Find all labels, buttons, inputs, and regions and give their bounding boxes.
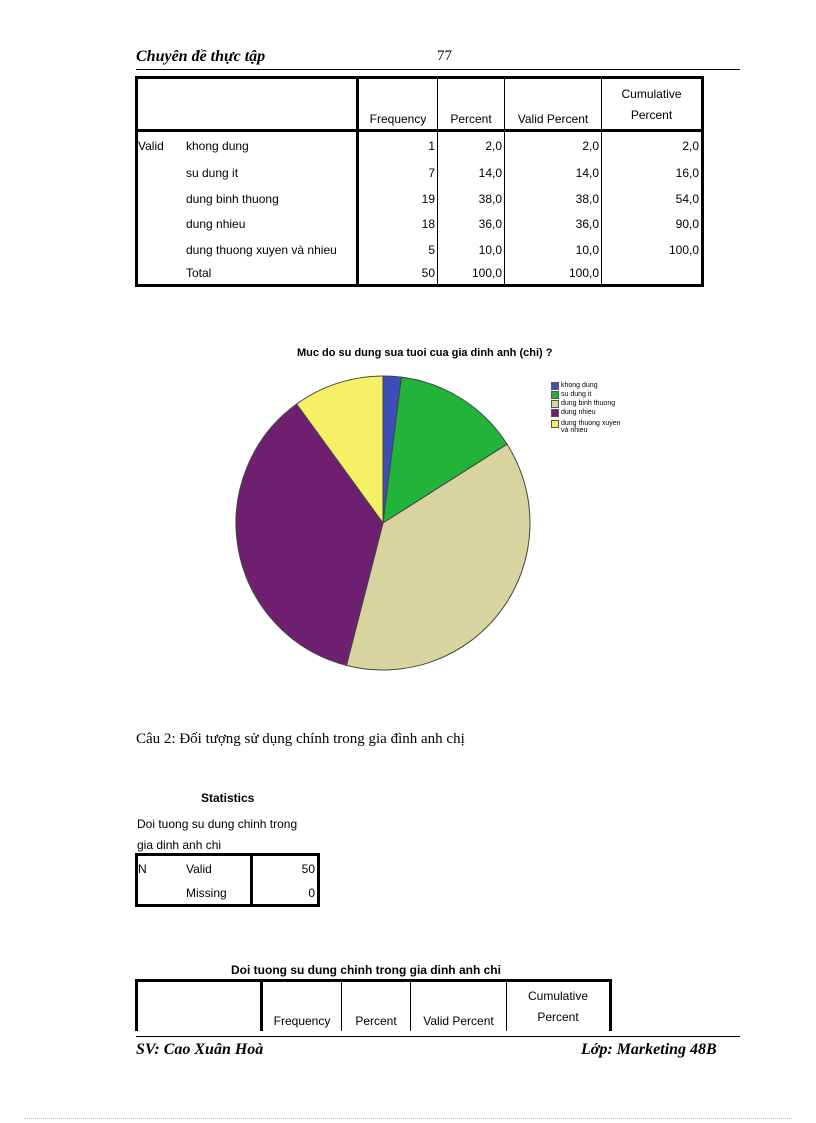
valid-label: Valid [184,855,252,882]
cell-frequency: 1 [358,131,438,161]
header-title: Chuyên đề thực tập [136,48,266,65]
statistics-table [135,853,320,907]
statistics-subtitle-2: gia dinh anh chi [137,838,222,852]
legend-item [551,420,621,434]
legend-label: khong dung [561,382,598,389]
col-cumulative-line1: Cumulative [527,988,589,1003]
footer-rule [136,1036,740,1037]
cell-cumulative: 2,0 [682,139,699,154]
col-percent: Percent [342,981,411,1031]
legend-swatch [551,382,559,390]
legend-item [551,400,615,408]
col-percent: Percent [438,78,505,131]
cell-cumulative: 54,0 [675,191,699,206]
col-cumulative-percent [602,78,703,131]
legend-swatch [551,400,559,408]
row-label: dung binh thuong [184,186,358,212]
cell-cumulative [602,263,703,286]
cell-percent: 36,0 [438,212,505,237]
table2-corner [137,981,262,1031]
cell-frequency: 5 [358,237,438,263]
legend-label: dung nhieu [561,409,596,416]
cell-percent: 38,0 [438,186,505,212]
legend-swatch [551,409,559,417]
cell-frequency: 18 [358,212,438,237]
row-label: Total [184,263,358,286]
col-cumulative-line2: Percent [630,108,673,122]
cell-cumulative: 100,0 [668,242,699,257]
col-frequency: Frequency [358,78,438,131]
question-caption: Câu 2: Đối tượng sử dụng chính trong gia đình anh chị [136,731,465,747]
page-number: 77 [437,48,452,64]
table-corner [137,78,358,131]
n-label: N [138,861,147,876]
table2-title: Doi tuong su dung chinh trong gia dinh anh chi [231,963,501,977]
table-row [137,186,703,212]
table-row-total [137,263,703,286]
table-row [137,882,319,906]
col-cumulative-line1: Cumulative [621,87,682,101]
table2 [135,979,612,1031]
footer-student: SV: Cao Xuân Hoà [136,1041,264,1058]
col-cumulative-line2: Percent [537,1009,579,1024]
col-frequency: Frequency [262,981,342,1031]
cell-valid-percent: 38,0 [505,186,602,212]
legend-swatch [551,391,559,399]
missing-label: Missing [184,882,252,906]
legend-item [551,382,598,390]
legend-label: su dung it [561,391,592,398]
frequency-table [135,76,704,287]
missing-value: 0 [308,885,315,900]
cell-frequency: 50 [358,263,438,286]
table-row [137,161,703,186]
row-label: dung thuong xuyen và nhieu [184,237,358,263]
header-rule [136,69,740,70]
cell-frequency: 7 [358,161,438,186]
cell-percent: 2,0 [438,131,505,161]
page-edge [24,1118,792,1119]
chart-title: Muc do su dung sua tuoi cua gia dinh anh (chi) ? [297,347,553,359]
legend-label: dung thuong xuyen và nhieu [561,420,621,434]
legend-swatch [551,420,559,428]
legend-item [551,409,596,417]
cell-cumulative: 90,0 [675,217,699,231]
valid-value: 50 [301,861,315,876]
cell-valid-percent: 14,0 [505,161,602,186]
footer-class: Lớp: Marketing 48B [581,1041,717,1058]
pie-chart [220,370,540,680]
row-label: dung nhieu [184,212,358,237]
col-cumulative-percent [507,981,611,1031]
statistics-subtitle-1: Doi tuong su dung chinh trong [137,817,298,831]
statistics-title: Statistics [201,791,255,805]
legend-label: dung binh thuong [561,400,616,407]
cell-cumulative: 16,0 [675,166,699,180]
table-row [137,237,703,263]
legend-item [551,391,591,399]
col-valid-percent: Valid Percent [411,981,507,1031]
col-valid-percent: Valid Percent [505,78,602,131]
cell-valid-percent: 100,0 [505,263,602,286]
cell-valid-percent: 2,0 [505,131,602,161]
row-label: su dung it [184,161,358,186]
table-row [137,131,703,161]
table-row [137,855,319,882]
cell-valid-percent: 36,0 [505,212,602,237]
table-row [137,212,703,237]
cell-percent: 14,0 [438,161,505,186]
cell-frequency: 19 [358,186,438,212]
cell-valid-percent: 10,0 [505,237,602,263]
cell-percent: 10,0 [438,237,505,263]
row-label: khong dung [184,131,358,161]
cell-percent: 100,0 [438,263,505,286]
row-group-label: Valid [138,139,164,154]
